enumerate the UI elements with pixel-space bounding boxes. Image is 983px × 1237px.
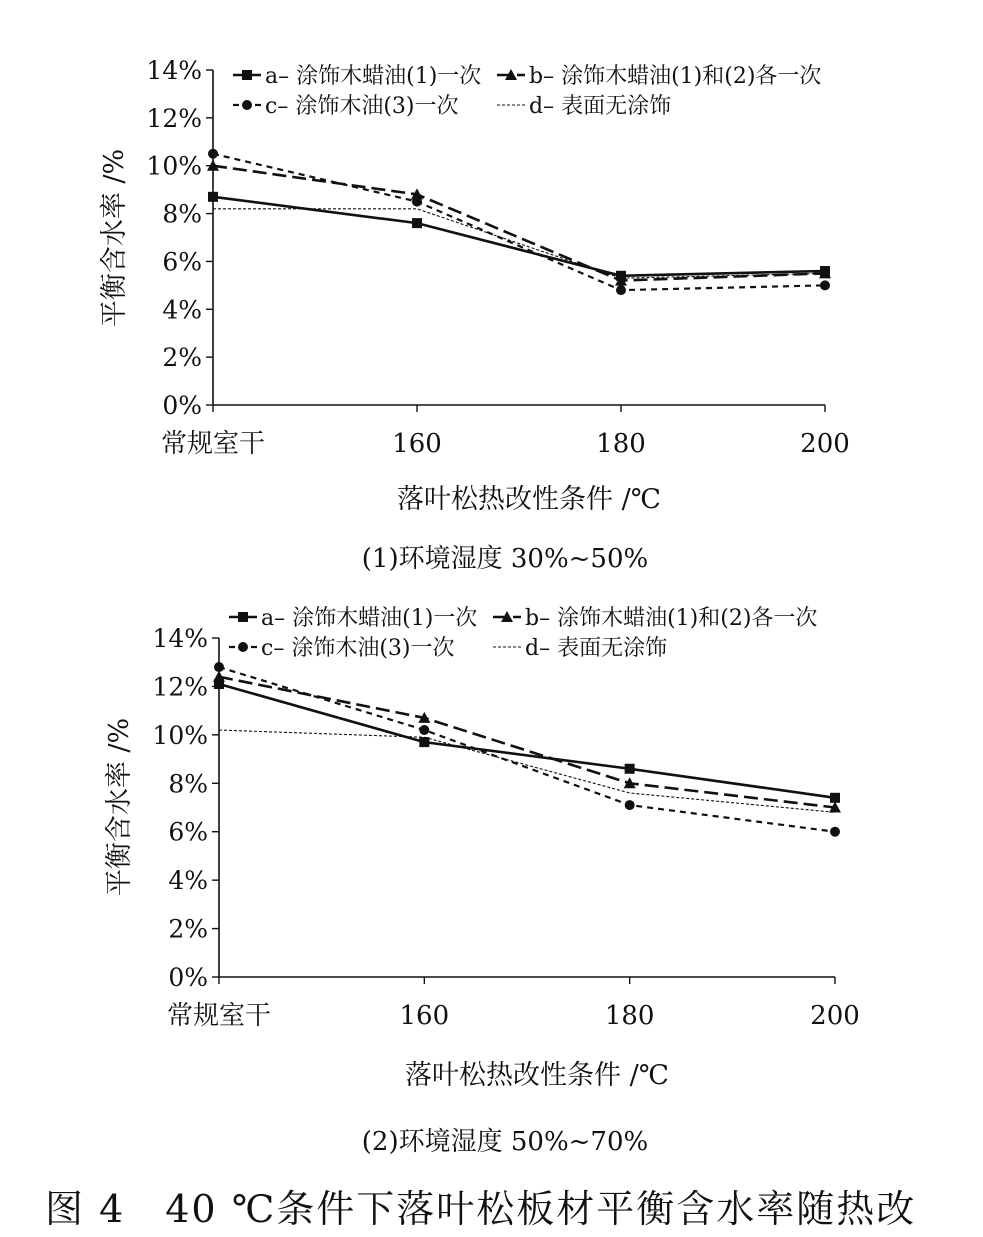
data-point bbox=[214, 662, 224, 672]
x-tick-label: 200 bbox=[810, 1001, 860, 1031]
legend-label: d– 表面无涂饰 bbox=[529, 94, 672, 119]
series-d bbox=[213, 209, 825, 278]
x-tick-label: 160 bbox=[392, 429, 442, 459]
y-tick-label: 2% bbox=[168, 914, 208, 944]
data-point bbox=[412, 218, 422, 228]
legend-label: b– 涂饰木蜡油(1)和(2)各一次 bbox=[525, 606, 818, 631]
legend-entry bbox=[493, 636, 667, 661]
series-b bbox=[213, 671, 841, 813]
legend-entry bbox=[233, 64, 481, 89]
data-point bbox=[830, 793, 840, 803]
x-tick-label: 180 bbox=[596, 429, 646, 459]
legend-entry bbox=[497, 64, 821, 89]
series-a bbox=[208, 192, 830, 281]
legend-entry bbox=[493, 606, 817, 631]
series-c bbox=[214, 662, 840, 837]
data-point bbox=[412, 197, 422, 207]
x-axis-title: 落叶松热改性条件 /℃ bbox=[405, 1060, 669, 1091]
legend-marker bbox=[242, 100, 252, 110]
data-point bbox=[830, 827, 840, 837]
legend-marker bbox=[238, 612, 248, 622]
series-b bbox=[207, 160, 831, 286]
series-line bbox=[213, 197, 825, 276]
data-point bbox=[419, 725, 429, 735]
series-line bbox=[213, 154, 825, 290]
y-tick-label: 12% bbox=[146, 103, 202, 133]
y-tick-label: 0% bbox=[168, 963, 208, 992]
y-tick-label: 0% bbox=[162, 391, 202, 420]
y-tick-label: 12% bbox=[152, 672, 208, 702]
x-axis-title: 落叶松热改性条件 /℃ bbox=[397, 484, 661, 515]
y-tick-label: 10% bbox=[152, 720, 208, 750]
y-tick-label: 2% bbox=[162, 343, 202, 373]
x-tick-label: 常规室干 bbox=[166, 1001, 272, 1031]
y-tick-label: 6% bbox=[168, 817, 208, 847]
chart-panel-1 bbox=[99, 56, 850, 574]
y-tick-label: 14% bbox=[152, 624, 208, 653]
y-axis-title: 平衡含水率 /% bbox=[104, 717, 135, 897]
data-point bbox=[820, 280, 830, 290]
x-tick-label: 160 bbox=[399, 1001, 450, 1031]
legend-label: a– 涂饰木蜡油(1)一次 bbox=[261, 606, 478, 631]
series-line bbox=[213, 166, 825, 281]
legend-label: c– 涂饰木油(3)一次 bbox=[261, 636, 455, 661]
legend-entry bbox=[497, 94, 671, 119]
legend-label: d– 表面无涂饰 bbox=[525, 636, 668, 661]
y-tick-label: 6% bbox=[162, 247, 202, 277]
x-tick-label: 200 bbox=[800, 429, 850, 459]
panel-caption: (1)环境湿度 30%~50% bbox=[361, 544, 649, 574]
legend-marker bbox=[242, 70, 252, 80]
figure-caption: 图 4 40 ℃条件下落叶松板材平衡含水率随热改 bbox=[45, 1187, 917, 1231]
legend-marker bbox=[238, 642, 248, 652]
legend-label: b– 涂饰木蜡油(1)和(2)各一次 bbox=[529, 64, 822, 89]
series-line bbox=[219, 684, 835, 798]
series-d bbox=[219, 730, 835, 812]
series-line bbox=[219, 667, 835, 832]
x-tick-label: 180 bbox=[604, 1001, 655, 1031]
data-point bbox=[213, 671, 225, 682]
y-tick-label: 4% bbox=[162, 295, 202, 325]
chart-panel-2 bbox=[104, 606, 860, 1157]
legend-entry bbox=[229, 636, 454, 661]
y-axis-title: 平衡含水率 /% bbox=[99, 148, 130, 328]
data-point bbox=[616, 285, 626, 295]
y-tick-label: 10% bbox=[146, 151, 202, 181]
data-point bbox=[625, 764, 635, 774]
legend-entry bbox=[229, 606, 477, 631]
series-line bbox=[219, 730, 835, 812]
y-tick-label: 8% bbox=[162, 199, 202, 229]
legend-label: c– 涂饰木油(3)一次 bbox=[265, 94, 459, 119]
data-point bbox=[208, 192, 218, 202]
data-point bbox=[419, 737, 429, 747]
data-point bbox=[208, 149, 218, 159]
y-tick-label: 8% bbox=[168, 769, 208, 799]
series-a bbox=[214, 679, 840, 803]
series-line bbox=[219, 677, 835, 808]
legend-label: a– 涂饰木蜡油(1)一次 bbox=[265, 64, 482, 89]
data-point bbox=[625, 800, 635, 810]
y-tick-label: 14% bbox=[146, 56, 202, 85]
x-tick-label: 常规室干 bbox=[160, 429, 266, 459]
y-tick-label: 4% bbox=[168, 866, 208, 896]
series-line bbox=[213, 209, 825, 278]
legend-entry bbox=[233, 94, 458, 119]
panel-caption: (2)环境湿度 50%~70% bbox=[361, 1127, 649, 1157]
